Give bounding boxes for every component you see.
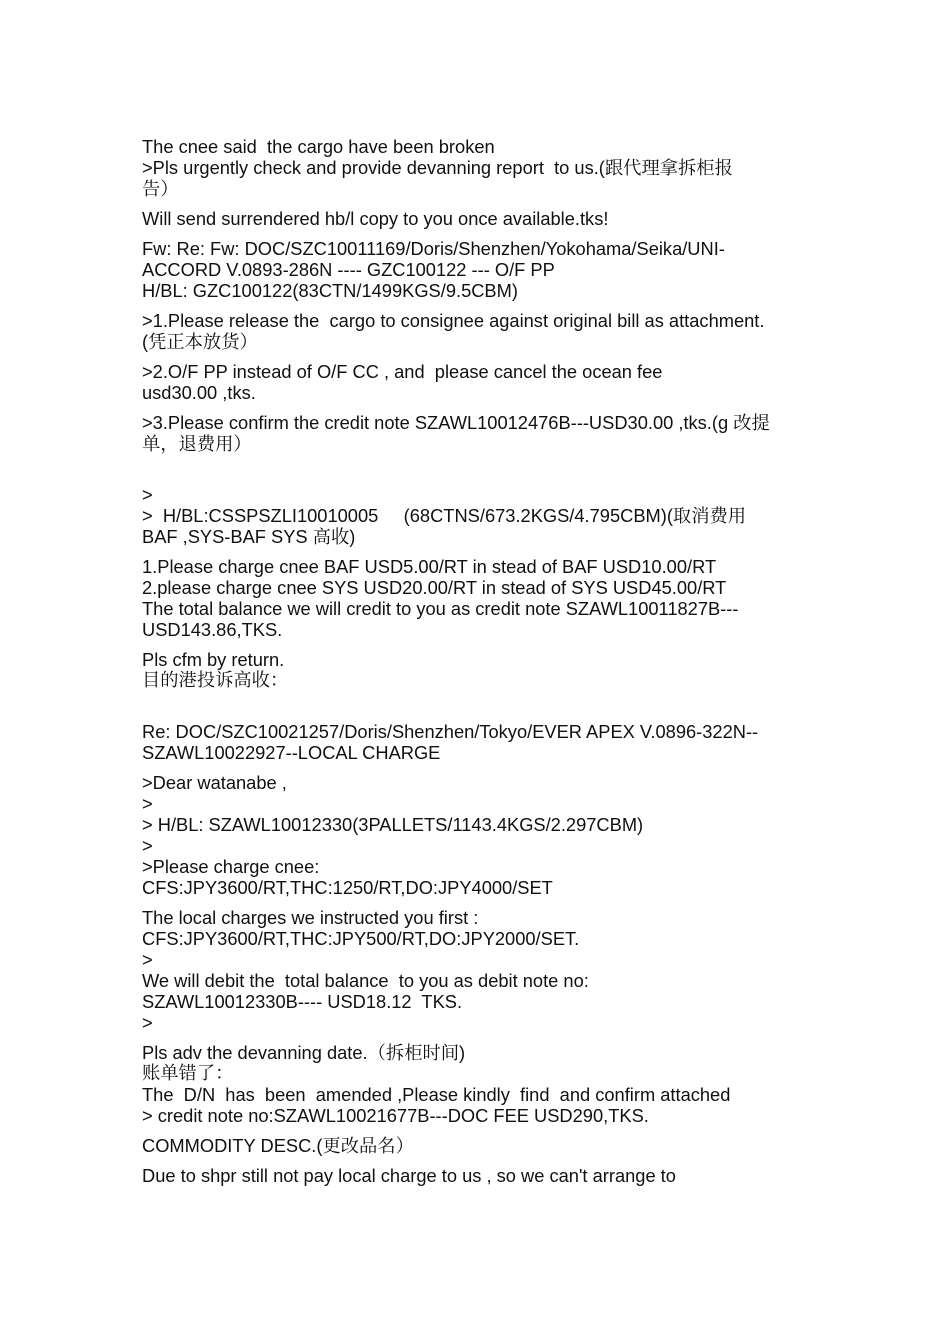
text-line: Will send surrendered hb/l copy to you once available.tks!: [142, 208, 609, 229]
text-line: (凭正本放货）: [142, 331, 258, 352]
text-line: >: [142, 835, 153, 856]
text-line: ACCORD V.0893-286N ---- GZC100122 --- O/F PP: [142, 259, 555, 280]
text-line: The local charges we instructed you first :: [142, 907, 479, 928]
text-line: >: [142, 793, 153, 814]
text-line: The total balance we will credit to you as credit note SZAWL10011827B---: [142, 598, 739, 619]
text-line: BAF ,SYS-BAF SYS 高收): [142, 526, 356, 547]
text-line: We will debit the total balance to you as debit note no:: [142, 970, 589, 991]
text-line: COMMODITY DESC.(更改品名）: [142, 1135, 414, 1156]
text-line: >: [142, 484, 153, 505]
text-line: 单，退费用）: [142, 433, 252, 454]
text-line: 目的港投诉高收：: [142, 670, 289, 691]
text-line: >1.Please release the cargo to consignee against original bill as attachment.: [142, 310, 765, 331]
text-line: Fw: Re: Fw: DOC/SZC10011169/Doris/Shenzhen/Yokohama/Seika/UNI-: [142, 238, 725, 259]
text-line: The cnee said the cargo have been broken: [142, 136, 495, 157]
text-line: >Please charge cnee:: [142, 856, 320, 877]
text-line: >Pls urgently check and provide devanning report to us.(跟代理拿拆柜报: [142, 157, 733, 178]
text-line: > H/BL: SZAWL10012330(3PALLETS/1143.4KGS/2.297CBM): [142, 814, 644, 835]
text-line: SZAWL10012330B---- USD18.12 TKS.: [142, 991, 463, 1012]
text-line: > H/BL:CSSPSZLI10010005 (68CTNS/673.2KGS/4.795CBM)(取消费用: [142, 505, 747, 526]
text-line: >2.O/F PP instead of O/F CC , and please cancel the ocean fee: [142, 361, 663, 382]
text-line: 账单错了：: [142, 1063, 234, 1084]
text-line: >Dear watanabe ,: [142, 772, 287, 793]
text-line: The D/N has been amended ,Please kindly find and confirm attached: [142, 1084, 731, 1105]
text-line: 1.Please charge cnee BAF USD5.00/RT in stead of BAF USD10.00/RT: [142, 556, 717, 577]
text-line: >: [142, 1012, 153, 1033]
text-line: > credit note no:SZAWL10021677B---DOC FEE USD290,TKS.: [142, 1105, 649, 1126]
text-line: H/BL: GZC100122(83CTN/1499KGS/9.5CBM): [142, 280, 518, 301]
text-line: >: [142, 949, 153, 970]
text-line: Pls adv the devanning date.（拆柜时间): [142, 1042, 466, 1063]
text-line: Re: DOC/SZC10021257/Doris/Shenzhen/Tokyo/EVER APEX V.0896-322N--: [142, 721, 759, 742]
document-body: [142, 136, 810, 1186]
text-line: USD143.86,TKS.: [142, 619, 283, 640]
text-line: SZAWL10022927--LOCAL CHARGE: [142, 742, 441, 763]
text-line: Due to shpr still not pay local charge to us , so we can't arrange to: [142, 1165, 676, 1186]
text-line: >3.Please confirm the credit note SZAWL10012476B---USD30.00 ,tks.(g 改提: [142, 412, 770, 433]
text-line: CFS:JPY3600/RT,THC:JPY500/RT,DO:JPY2000/SET.: [142, 928, 580, 949]
text-line: Pls cfm by return.: [142, 649, 285, 670]
text-line: 告）: [142, 178, 179, 199]
text-line: usd30.00 ,tks.: [142, 382, 256, 403]
text-line: CFS:JPY3600/RT,THC:1250/RT,DO:JPY4000/SET: [142, 877, 553, 898]
text-line: 2.please charge cnee SYS USD20.00/RT in stead of SYS USD45.00/RT: [142, 577, 727, 598]
